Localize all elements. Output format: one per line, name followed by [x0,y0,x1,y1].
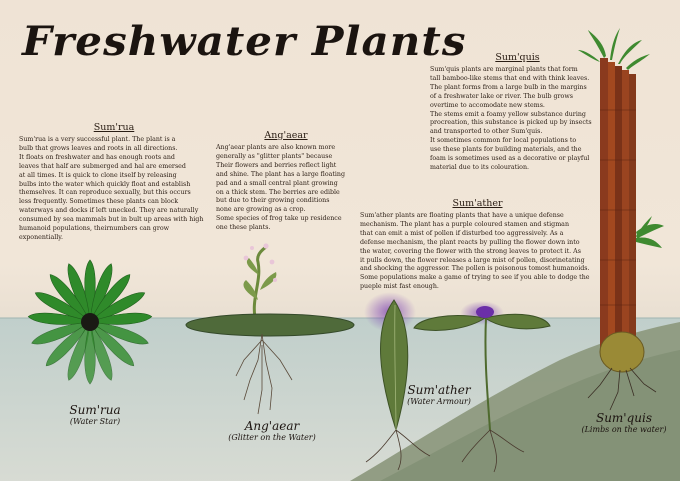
plant-common-name: (Water Armour) [407,397,471,406]
section-heading: Sum'rua [93,122,135,133]
section-heading: Sum'quis [495,52,540,63]
section-text: Sum'rua is a very successful plant. The plant is a bulb that grows leaves and roots in all directions. It floats on freshwater and has enough roots and leaves that half are submerged and hal are emersed at all times. It is quick to clone itself by releasing bulbs into the water which quickly float and establish themselves. It can reproduce sexually, but this occurs less frequently. Sometimes these plants can block waterways and docks if left unecked. They are naturally consumed by sea mammals but in bult up areas with high humanoid populations, theirnumbers can grow exponentially. [19,136,204,241]
plant-name: Sum'quis [595,411,653,425]
section-text: Sum'ather plants are floating plants that have a unique defense mechanism. The plant has a purple coloured stamen and stigman that can emit a mist of pollen if disturbed too aggressively. As a defense mechanism, the plant reacts by pulling the flower down into the water, covering the flower with the strong leaves to protect it. As it pulls down, the flower releases a large mist of pollen, disorinetating and shocking the aggressor. The pollen is poisonous tomost humanoids. Some populations make a game of trying to see if you able to dodge the pueple mist fast enough. [360,212,590,291]
plant-common-name: (Glitter on the Water) [228,433,316,442]
label-sumrua [55,404,135,427]
section-angaear [216,130,356,233]
label-sumquis [572,412,676,435]
plant-name: Ang'aear [244,419,300,433]
plant-common-name: (Water Star) [69,417,121,426]
section-text: Sum'quis plants are marginal plants that form tall bamboo-like stems that end with think leaves. The plant forms from a large bulb in the margins of a freshwater lake or river. The bulb grows overtime to accomodate new stems. The stems emit a foamy yellow substance during procreation, this substance is picked up by insects and transported to other Sum'quis. It sometimes common for local populations to use these plants for building materials, and the foam is sometimes used as a decorative or playful material due to its colouration. [430,66,592,171]
label-sumather [394,384,484,407]
label-angaear [212,420,332,443]
plant-common-name: (Limbs on the water) [581,425,667,434]
plant-name: Sum'rua [69,403,121,417]
plant-name: Sum'ather [407,383,471,397]
section-heading: Ang'aear [264,130,308,141]
page-title: Freshwater Plants [22,18,467,65]
section-sumquis [430,52,605,173]
sumrua-plant [28,260,152,384]
section-heading: Sum'ather [452,198,503,209]
section-text: Ang'aear plants are also known more generally as "glitter plants" because Their flowers and berries reflect light and shine. The plant has a large floating pad and a small central plant growing on a thick stem. The berries are edible but due to their growing conditions none are growing as a crop. Some species of frog take up residence one these plants. [216,144,346,232]
section-sumrua [19,122,209,243]
section-sumather [360,198,595,292]
